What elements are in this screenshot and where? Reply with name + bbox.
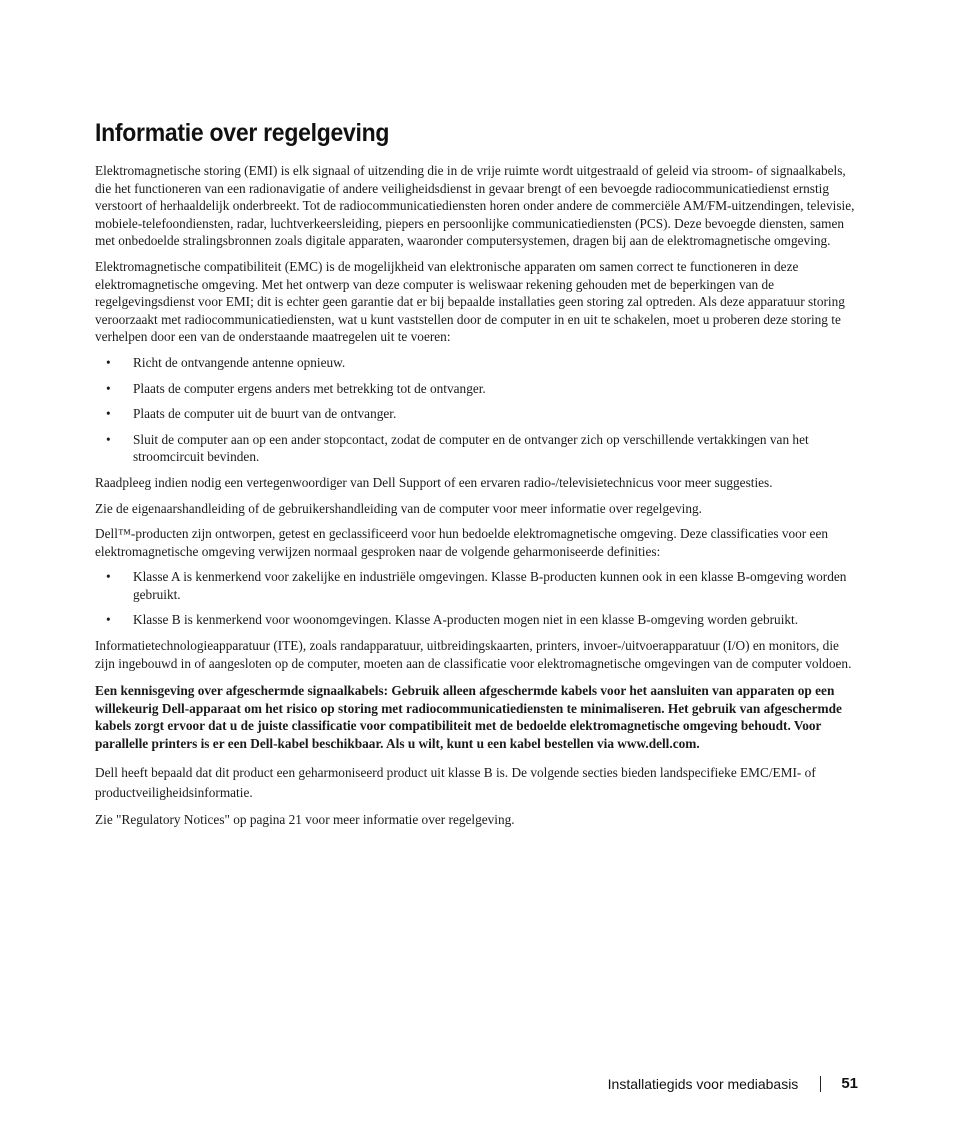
page-title: Informatie over regelgeving	[95, 119, 390, 147]
measures-list	[95, 354, 857, 466]
page-footer	[608, 1075, 858, 1092]
list-item: • Sluit de computer aan op een ander stopcontact, zodat de computer en de ontvanger zich op verschillende vertakkingen van het stroomcircuit bevinden.	[106, 431, 809, 465]
bullet-icon: •	[106, 406, 111, 422]
support-paragraph: Raadpleeg indien nodig een vertegenwoordiger van Dell Support of een ervaren radio-/televisietechnicus voor meer suggesties.	[95, 474, 773, 490]
ite-paragraph: Informatietechnologieapparatuur (ITE), zoals randapparatuur, uitbreidingskaarten, printers, invoer-/uitvoerapparatuur (I/O) en monitors, die zijn ingebouwd in of aangesloten op de computer, moeten aan de classificatie voor elektromagnetische omgevingen van de computer voldoen.	[95, 638, 852, 671]
emi-paragraph: Elektromagnetische storing (EMI) is elk signaal of uitzending die in de vrije ruimte wordt uitgestraald of geleid via stroom- of signaalkabels, die het functioneren van een radionavigatie of andere veiligheidsdienst in gevaar brengt of een bevoegde radiocommunicatiedienst ernstig verstoort of herhaaldelijk onderbreekt. Tot de radiocommunicatiediensten horen onder andere de commerciële AM/FM-uitzendingen, televisie, mobiele-telefoondiensten, radar, luchtverkeersleiding, piepers en persoonlijke communicatiediensten (PCS). Deze bevoegde diensten, samen met onbedoelde stralingsbronnen zoals digitale apparaten, waaronder computersystemen, dragen bij aan de elektromagnetische omgeving.	[95, 163, 855, 249]
page-number: 51	[841, 1075, 858, 1092]
footer-divider	[820, 1076, 821, 1092]
regulatory-notices-paragraph: Zie "Regulatory Notices" op pagina 21 voor meer informatie over regelgeving.	[95, 811, 515, 827]
page-content	[95, 118, 857, 836]
bullet-icon: •	[106, 380, 111, 396]
bullet-icon: •	[106, 354, 111, 370]
list-item: • Plaats de computer ergens anders met betrekking tot de ontvanger.	[106, 380, 486, 396]
manual-paragraph: Zie de eigenaarshandleiding of de gebruikershandleiding van de computer voor meer informatie over regelgeving.	[95, 500, 702, 516]
classification-paragraph: Dell™-producten zijn ontworpen, getest en geclassificeerd voor hun bedoelde elektromagnetische omgeving. Deze classificaties voor een elektromagnetische omgeving verwijzen normaal gesproken naar de volgende geharmoniseerde definities:	[95, 526, 829, 559]
list-item: • Plaats de computer uit de buurt van de ontvanger.	[106, 406, 397, 422]
list-item: • Richt de ontvangende antenne opnieuw.	[106, 354, 346, 370]
guide-title: Installatiegids voor mediabasis	[607, 1075, 799, 1092]
bullet-icon: •	[106, 569, 111, 585]
classes-list	[95, 568, 857, 629]
bullet-icon: •	[106, 431, 111, 447]
list-item: • Klasse A is kenmerkend voor zakelijke en industriële omgevingen. Klasse B-producten kunnen ook in een klasse B-omgeving worden gebruikt.	[106, 569, 847, 602]
emc-paragraph: Elektromagnetische compatibiliteit (EMC) is de mogelijkheid van elektronische apparaten om samen correct te functioneren in deze elektromagnetische omgeving. Met het ontwerp van deze computer is weliswaar rekening gehouden met de beperkingen van de regelgevingsdienst voor EMI; dit is echter geen garantie dat er bij bepaalde installaties geen storing zal optreden. Als deze apparatuur storing veroorzaakt met radiocommunicatiediensten, wat u kunt vaststellen door de computer in en uit te schakelen, moet u proberen deze storing te verhelpen door een van de onderstaande maatregelen uit te voeren:	[95, 258, 845, 345]
bullet-icon: •	[106, 612, 111, 628]
list-item: • Klasse B is kenmerkend voor woonomgevingen. Klasse A-producten mogen niet in een klasse B-omgeving worden gebruikt.	[106, 612, 799, 628]
shielded-cable-notice: Een kennisgeving over afgeschermde signaalkabels: Gebruik alleen afgeschermde kabels voor het aansluiten van apparaten op een willekeurig Dell-apparaat om het risico op storing met radiocommunicatiediensten te minimaliseren. Het gebruik van afgeschermde kabels zorgt ervoor dat u de juiste classificatie voor compatibiliteit met de bedoelde elektromagnetische omgeving behoudt. Voor parallelle printers is er een Dell-kabel beschikbaar. Als u wilt, kunt u een kabel bestellen via www.dell.com.	[95, 683, 842, 752]
class-b-paragraph: Dell heeft bepaald dat dit product een geharmoniseerd product uit klasse B is. De volgende secties bieden landspecifieke EMC/EMI- of productveiligheidsinformatie.	[95, 764, 816, 800]
